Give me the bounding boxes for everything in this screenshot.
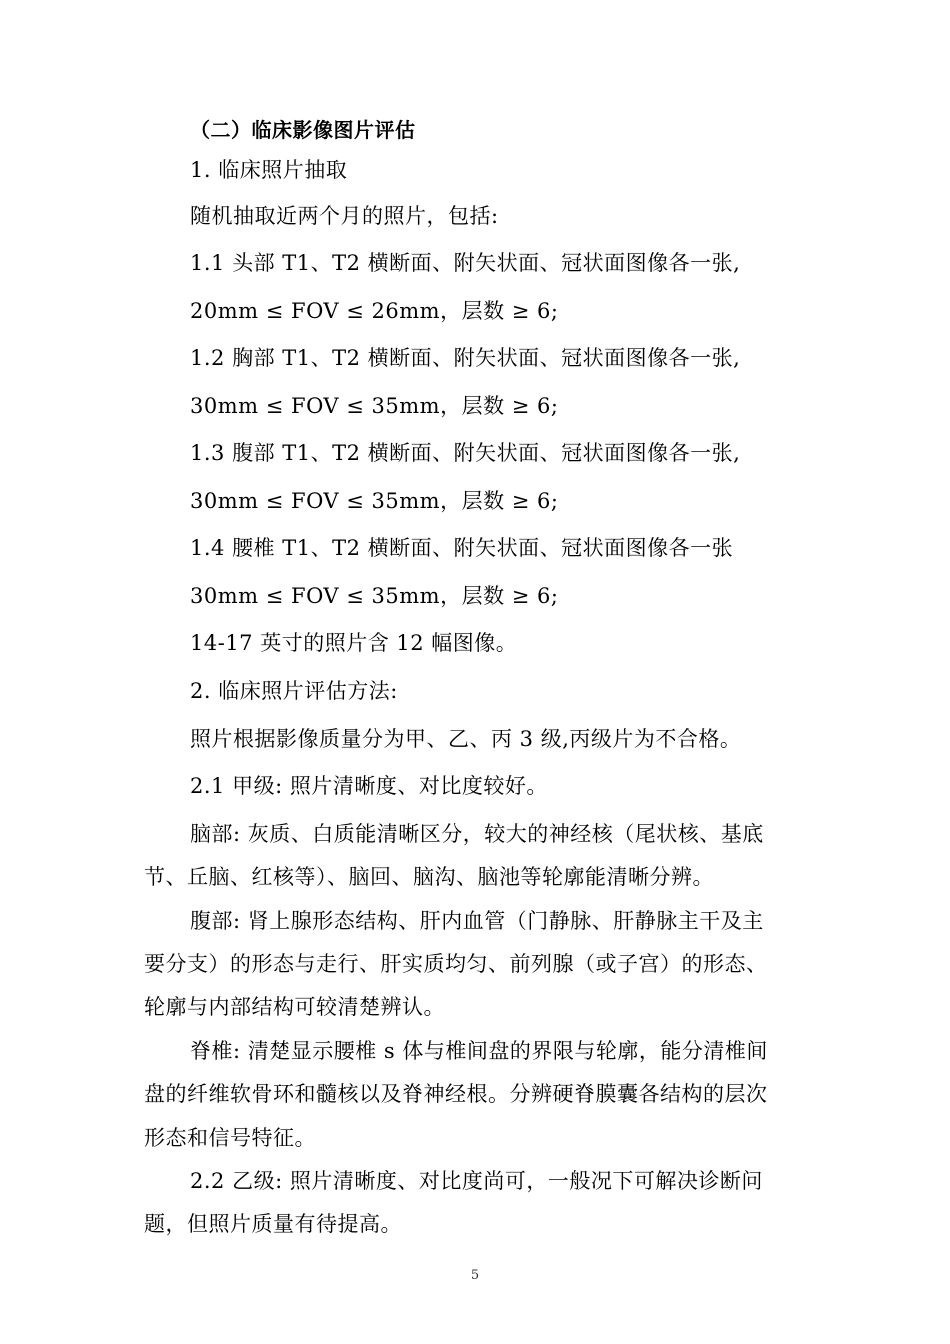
list-item-chest: 1.2 胸部 T1、T2 横断面、附矢状面、冠状面图像各一张, [190,346,741,370]
paragraph-spine-cont: 盘的纤维软骨环和髓核以及脊神经根。分辨硬脊膜囊各结构的层次 [144,1082,768,1106]
list-item-lumbar: 1.4 腰椎 T1、T2 横断面、附矢状面、冠状面图像各一张 [190,536,734,560]
subheading-evaluation-method: 2. 临床照片评估方法: [190,679,398,703]
paragraph-spine: 脊椎: 清楚显示腰椎 s 体与椎间盘的界限与轮廓，能分清椎间 [190,1039,768,1063]
subheading-photo-sampling: 1. 临床照片抽取 [190,158,348,182]
section-heading: （二）临床影像图片评估 [190,118,416,142]
paragraph-abdomen-cont: 轮廓与内部结构可较清楚辨认。 [144,995,445,1019]
list-item-head-fov: 20mm ≤ FOV ≤ 26mm，层数 ≥ 6; [190,299,559,323]
list-item-chest-fov: 30mm ≤ FOV ≤ 35mm，层数 ≥ 6; [190,394,559,418]
list-item-abdomen: 1.3 腹部 T1、T2 横断面、附矢状面、冠状面图像各一张, [190,441,741,465]
grade-a-heading: 2.1 甲级: 照片清晰度、对比度较好。 [190,774,548,798]
paragraph-abdomen: 腹部: 肾上腺形态结构、肝内血管（门静脉、肝静脉主干及主 [190,909,764,933]
list-item-head: 1.1 头部 T1、T2 横断面、附矢状面、冠状面图像各一张, [190,251,741,275]
paragraph-abdomen-cont: 要分支）的形态与走行、肝实质均匀、前列腺（或子宫）的形态、 [144,952,768,976]
page-number: 5 [470,1268,480,1283]
list-item-lumbar-fov: 30mm ≤ FOV ≤ 35mm，层数 ≥ 6; [190,584,559,608]
grade-b-heading: 2.2 乙级: 照片清晰度、对比度尚可，一般况下可解决诊断问 [190,1169,763,1193]
paragraph-spine-cont: 形态和信号特征。 [144,1126,316,1150]
paragraph-brain-cont: 节、丘脑、红核等）、脑回、脑沟、脑池等轮廓能清晰分辨。 [144,865,714,889]
paragraph-line: 14-17 英寸的照片含 12 幅图像。 [190,631,518,655]
list-item-abdomen-fov: 30mm ≤ FOV ≤ 35mm，层数 ≥ 6; [190,489,559,513]
paragraph-line: 随机抽取近两个月的照片，包括: [190,204,499,228]
paragraph-brain: 脑部: 灰质、白质能清晰区分，较大的神经核（尾状核、基底 [190,822,764,846]
grade-b-cont: 题，但照片质量有待提高。 [144,1212,402,1236]
paragraph-line: 照片根据影像质量分为甲、乙、丙 3 级,丙级片为不合格。 [190,727,742,751]
